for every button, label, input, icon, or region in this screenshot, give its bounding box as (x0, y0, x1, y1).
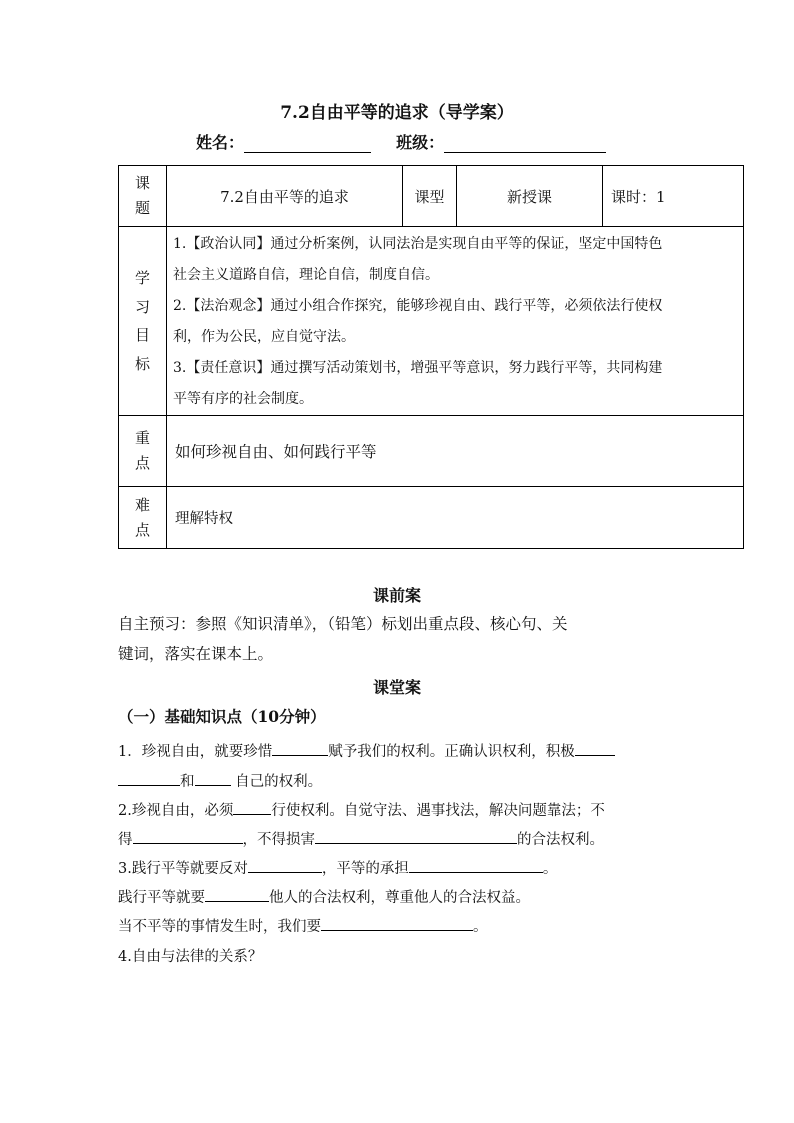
question-3-line: 当不平等的事情发生时，我们要 。 (118, 915, 488, 936)
question-1-line: 1．珍视自由，就要珍惜 赋予我们的权利。正确认识权利，积极 (118, 740, 615, 761)
answer-blank[interactable] (409, 858, 543, 873)
goal-line: 1.【政治认同】通过分析案例，认同法治是实现自由平等的保证，坚定中国特色 (173, 236, 663, 252)
topic-value: 7.2自由平等的追求 (167, 166, 403, 227)
difficulty-value: 理解特权 (167, 487, 744, 549)
goal-line: 平等有序的社会制度。 (173, 391, 313, 407)
document-title: 7.2自由平等的追求（导学案） (280, 103, 514, 123)
answer-blank[interactable] (233, 800, 271, 815)
preview-text-line: 键词，落实在课本上。 (118, 645, 274, 663)
topic-label-cell: 课 题 (119, 166, 167, 227)
answer-blank[interactable] (272, 741, 328, 756)
answer-blank[interactable] (315, 829, 517, 844)
answer-blank[interactable] (118, 771, 180, 786)
student-info-line (196, 130, 606, 153)
goals-row (119, 227, 744, 416)
lesson-info-table (118, 165, 744, 549)
preview-section-title: 课前案 (372, 586, 421, 605)
goals-label-cell: 学 习 目 标 (119, 227, 167, 416)
focus-value: 如何珍视自由、如何践行平等 (167, 416, 744, 487)
question-3-line: 践行平等就要 他人的合法权利，尊重他人的合法权益。 (118, 886, 530, 907)
type-label: 课型 (403, 166, 457, 227)
answer-blank[interactable] (133, 829, 243, 844)
goals-content (167, 227, 744, 416)
question-2-line: 得 ，不得损害 的合法权利。 (118, 828, 604, 849)
goal-line: 3.【责任意识】通过撰写活动策划书，增强平等意识，努力践行平等，共同构建 (173, 360, 663, 376)
question-3-line: 3.践行平等就要反对 ，平等的承担 。 (118, 857, 557, 878)
answer-blank[interactable] (575, 741, 615, 756)
difficulty-row (119, 487, 744, 549)
classroom-section-title: 课堂案 (372, 678, 421, 697)
class-field[interactable] (444, 136, 606, 153)
preview-text-line: 自主预习：参照《知识清单》，（铅笔）标划出重点段、核心句、关 (118, 615, 568, 633)
basic-knowledge-heading: （一）基础知识点（10分钟） (118, 707, 326, 726)
question-4-line: 4.自由与法律的关系？ (118, 949, 263, 965)
goal-line: 2.【法治观念】通过小组合作探究，能够珍视自由、践行平等，必须依法行使权 (173, 298, 663, 314)
name-field[interactable] (244, 136, 371, 153)
difficulty-label-cell: 难 点 (119, 487, 167, 549)
focus-label-cell: 重 点 (119, 416, 167, 487)
name-label: 姓名： (196, 133, 245, 152)
type-value: 新授课 (457, 166, 603, 227)
answer-blank[interactable] (321, 916, 473, 931)
answer-blank[interactable] (205, 887, 269, 902)
question-1-line: 和 自己的权利。 (118, 770, 322, 791)
period-label: 课时：1 (603, 166, 744, 227)
topic-row (119, 166, 744, 227)
class-label: 班级： (396, 133, 445, 152)
answer-blank[interactable] (248, 858, 322, 873)
question-2-line: 2.珍视自由，必须 行使权利。自觉守法、遇事找法，解决问题靠法；不 (118, 799, 605, 820)
answer-blank[interactable] (195, 771, 231, 786)
goal-line: 社会主义道路自信，理论自信，制度自信。 (173, 267, 439, 283)
goal-line: 利，作为公民，应自觉守法。 (173, 329, 355, 345)
focus-row (119, 416, 744, 487)
